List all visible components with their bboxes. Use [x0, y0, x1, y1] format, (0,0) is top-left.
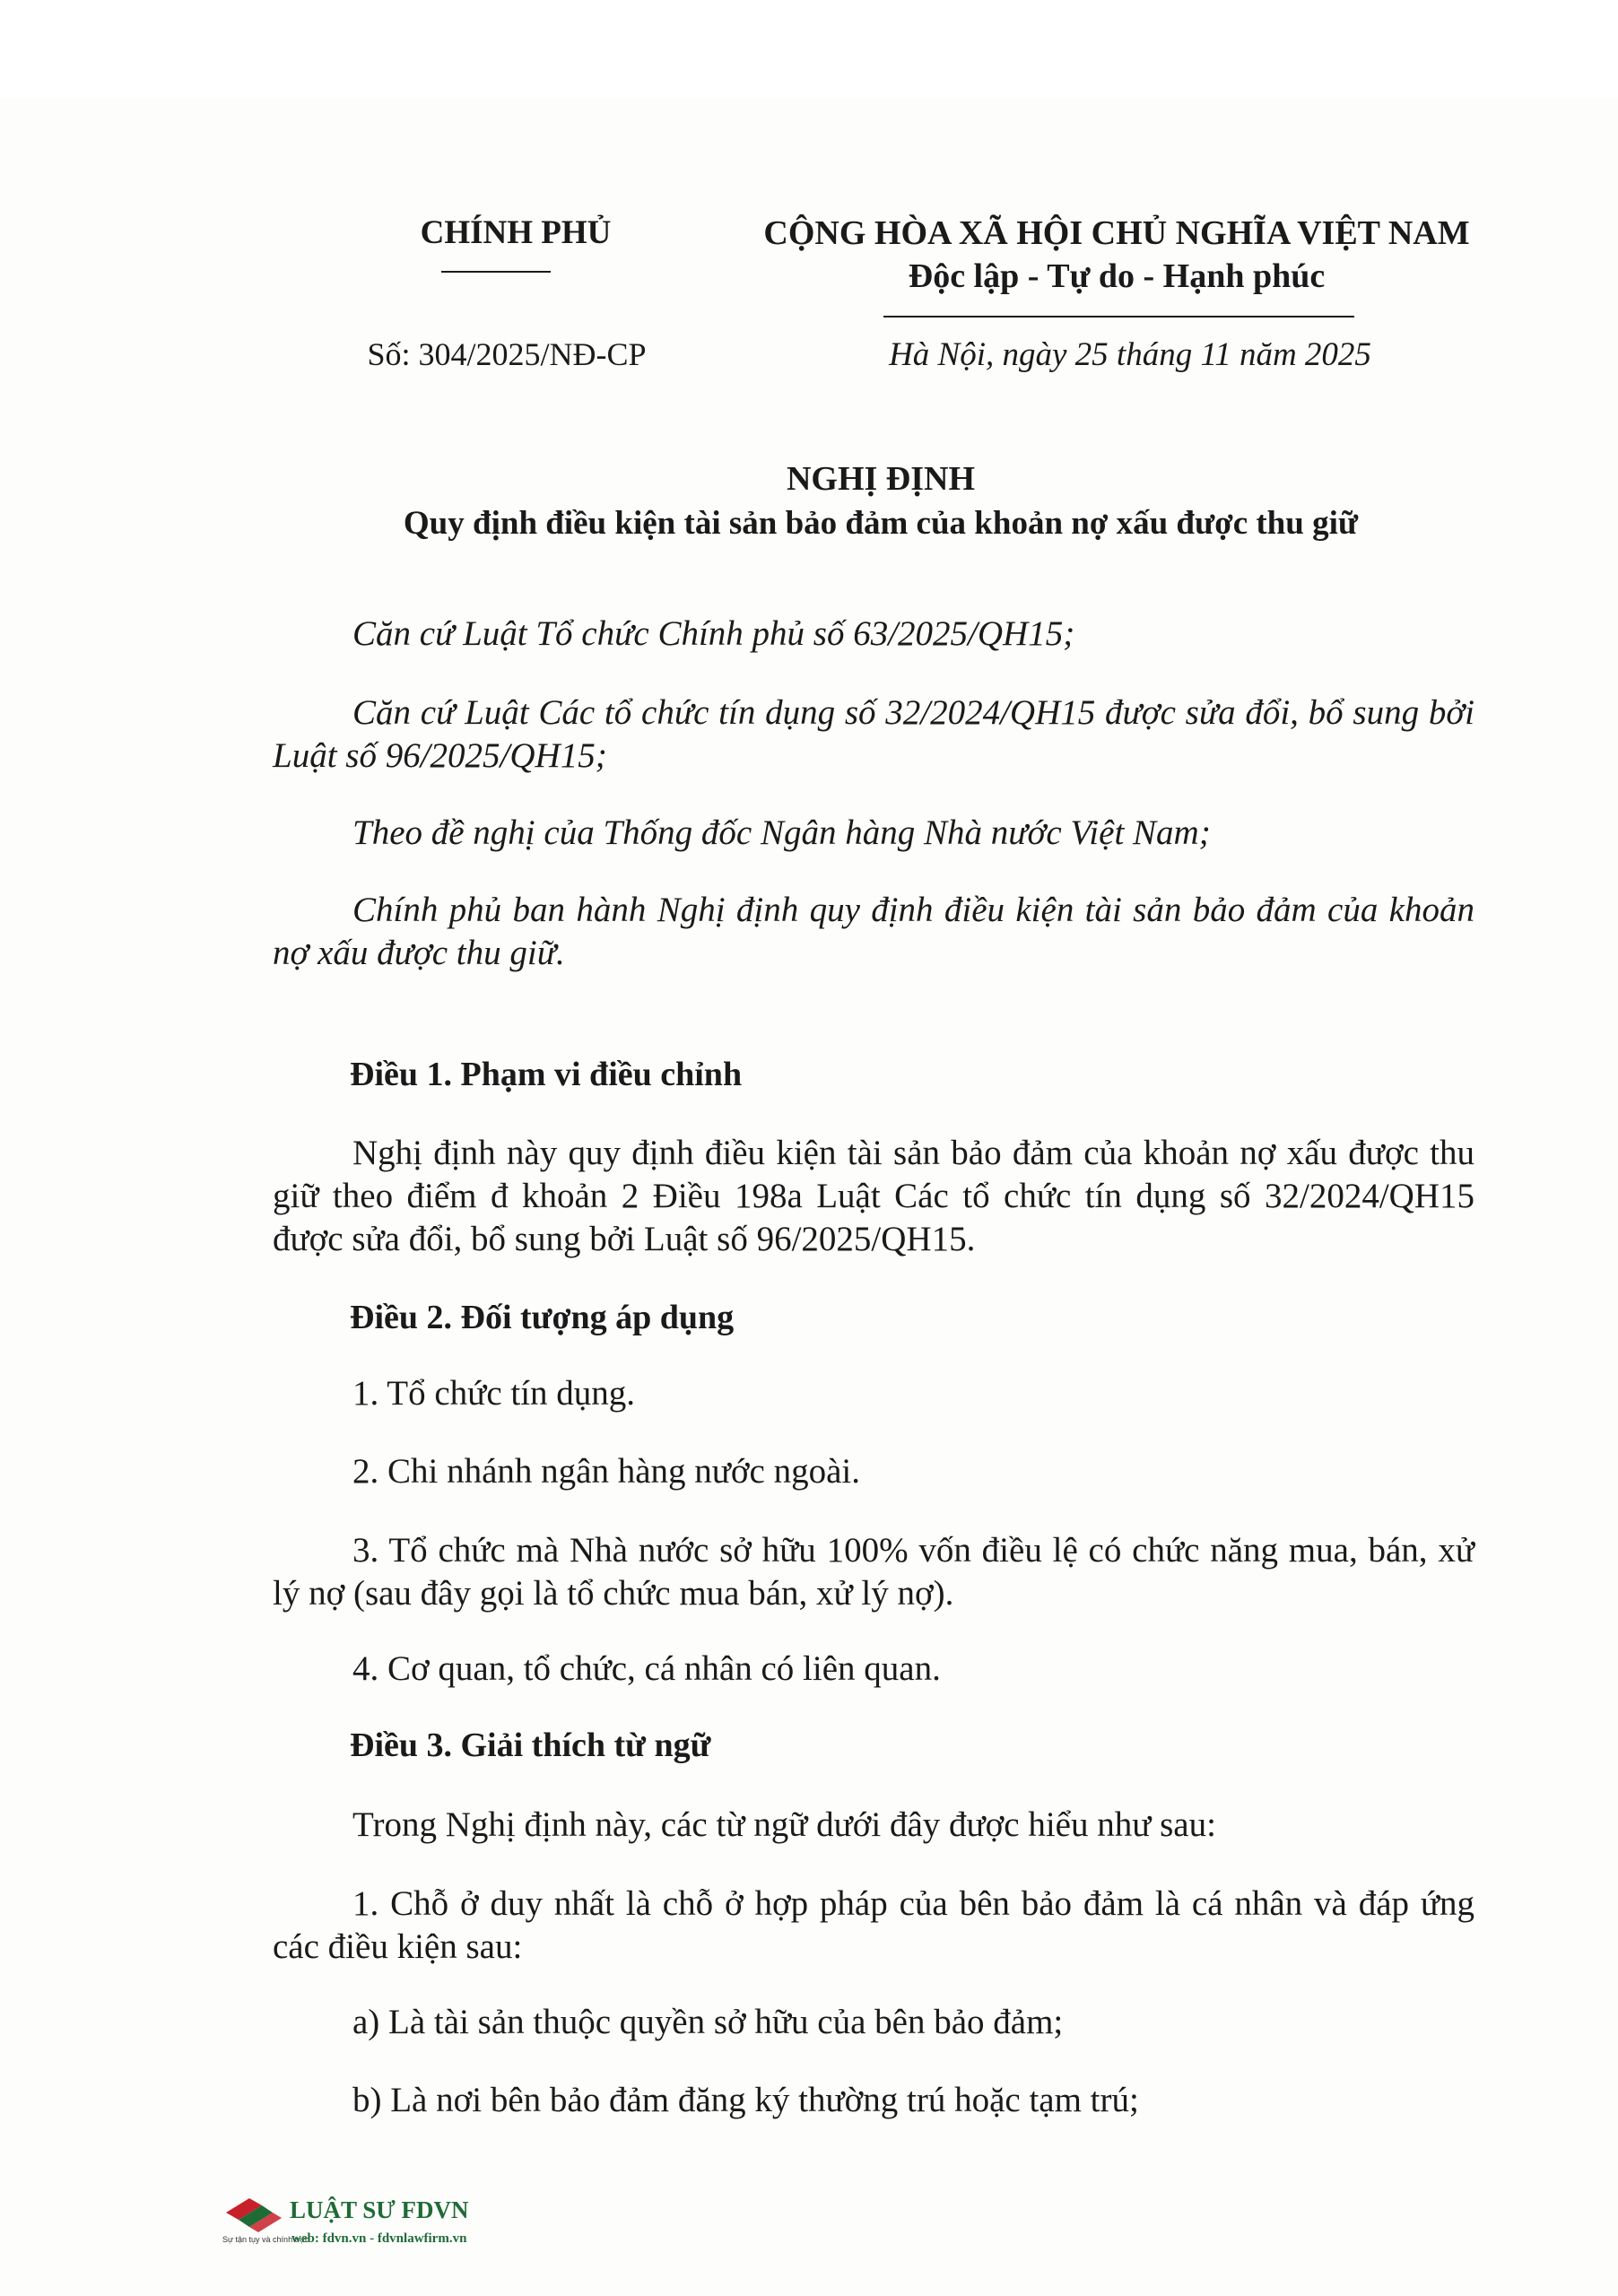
national-motto: Độc lập - Tự do - Hạnh phúc	[908, 257, 1326, 295]
fdvn-logo-icon	[222, 2193, 285, 2232]
article-2-item: 2. Chi nhánh ngân hàng nước ngoài.	[352, 1452, 860, 1491]
document-type: NGHỊ ĐỊNH	[786, 460, 976, 498]
article-3-item: a) Là tài sản thuộc quyền sở hữu của bên bảo đảm;	[352, 2003, 1064, 2041]
article-2-item: 3. Tổ chức mà Nhà nước sở hữu 100% vốn điều lệ có chức năng mua, bán, xử lý nợ (sau đây gọi là tổ chức mua bán, xử lý nợ).	[273, 1531, 1474, 1613]
article-3-item: 1. Chỗ ở duy nhất là chỗ ở hợp pháp của bên bảo đảm là cá nhân và đáp ứng các điều kiện sau:	[273, 1884, 1474, 1966]
place-and-date: Hà Nội, ngày 25 tháng 11 năm 2025	[889, 336, 1371, 373]
article-3-heading: Điều 3. Giải thích từ ngữ	[350, 1726, 711, 1764]
preamble-line-3: Theo đề nghị của Thống đốc Ngân hàng Nhà nước Việt Nam;	[352, 813, 1211, 852]
logo-slogan: Sự tận tụy và chính trực	[222, 2235, 309, 2244]
article-2-item: 1. Tổ chức tín dụng.	[352, 1374, 636, 1413]
article-3-intro: Trong Nghị định này, các từ ngữ dưới đây được hiểu như sau:	[352, 1805, 1216, 1844]
document-subject: Quy định điều kiện tài sản bảo đảm của khoản nợ xấu được thu giữ	[403, 505, 1359, 542]
preamble-line-4: Chính phủ ban hành Nghị định quy định điều kiện tài sản bảo đảm của khoản nợ xấu được thu giữ.	[273, 891, 1474, 972]
article-2-heading: Điều 2. Đối tượng áp dụng	[350, 1299, 735, 1336]
issuer-name: CHÍNH PHỦ	[420, 214, 612, 251]
logo-website: web: fdvn.vn - fdvnlawfirm.vn	[291, 2231, 467, 2246]
country-name: CỘNG HÒA XÃ HỘI CHỦ NGHĨA VIỆT NAM	[763, 214, 1470, 252]
logo-name: LUẬT SƯ FDVN	[290, 2196, 469, 2223]
preamble-line-1: Căn cứ Luật Tổ chức Chính phủ số 63/2025/QH15;	[352, 614, 1075, 653]
issuer-underline	[441, 271, 551, 273]
article-1-heading: Điều 1. Phạm vi điều chỉnh	[350, 1056, 743, 1093]
article-2-item: 4. Cơ quan, tổ chức, cá nhân có liên quan.	[352, 1649, 941, 1688]
preamble-line-2: Căn cứ Luật Các tổ chức tín dụng số 32/2024/QH15 được sửa đổi, bổ sung bởi Luật số 96/2025/QH15;	[273, 693, 1474, 775]
article-1-body: Nghị định này quy định điều kiện tài sản bảo đảm của khoản nợ xấu được thu giữ theo điểm đ khoản 2 Điều 198a Luật Các tổ chức tín dụng số 32/2024/QH15 được sửa đổi, bổ sung bởi Luật số 96/2025/QH15.	[273, 1134, 1474, 1258]
article-3-item: b) Là nơi bên bảo đảm đăng ký thường trú hoặc tạm trú;	[352, 2081, 1139, 2119]
document-number: Số: 304/2025/NĐ-CP	[367, 336, 647, 372]
fdvn-logo	[222, 2193, 518, 2256]
motto-underline	[883, 316, 1354, 317]
